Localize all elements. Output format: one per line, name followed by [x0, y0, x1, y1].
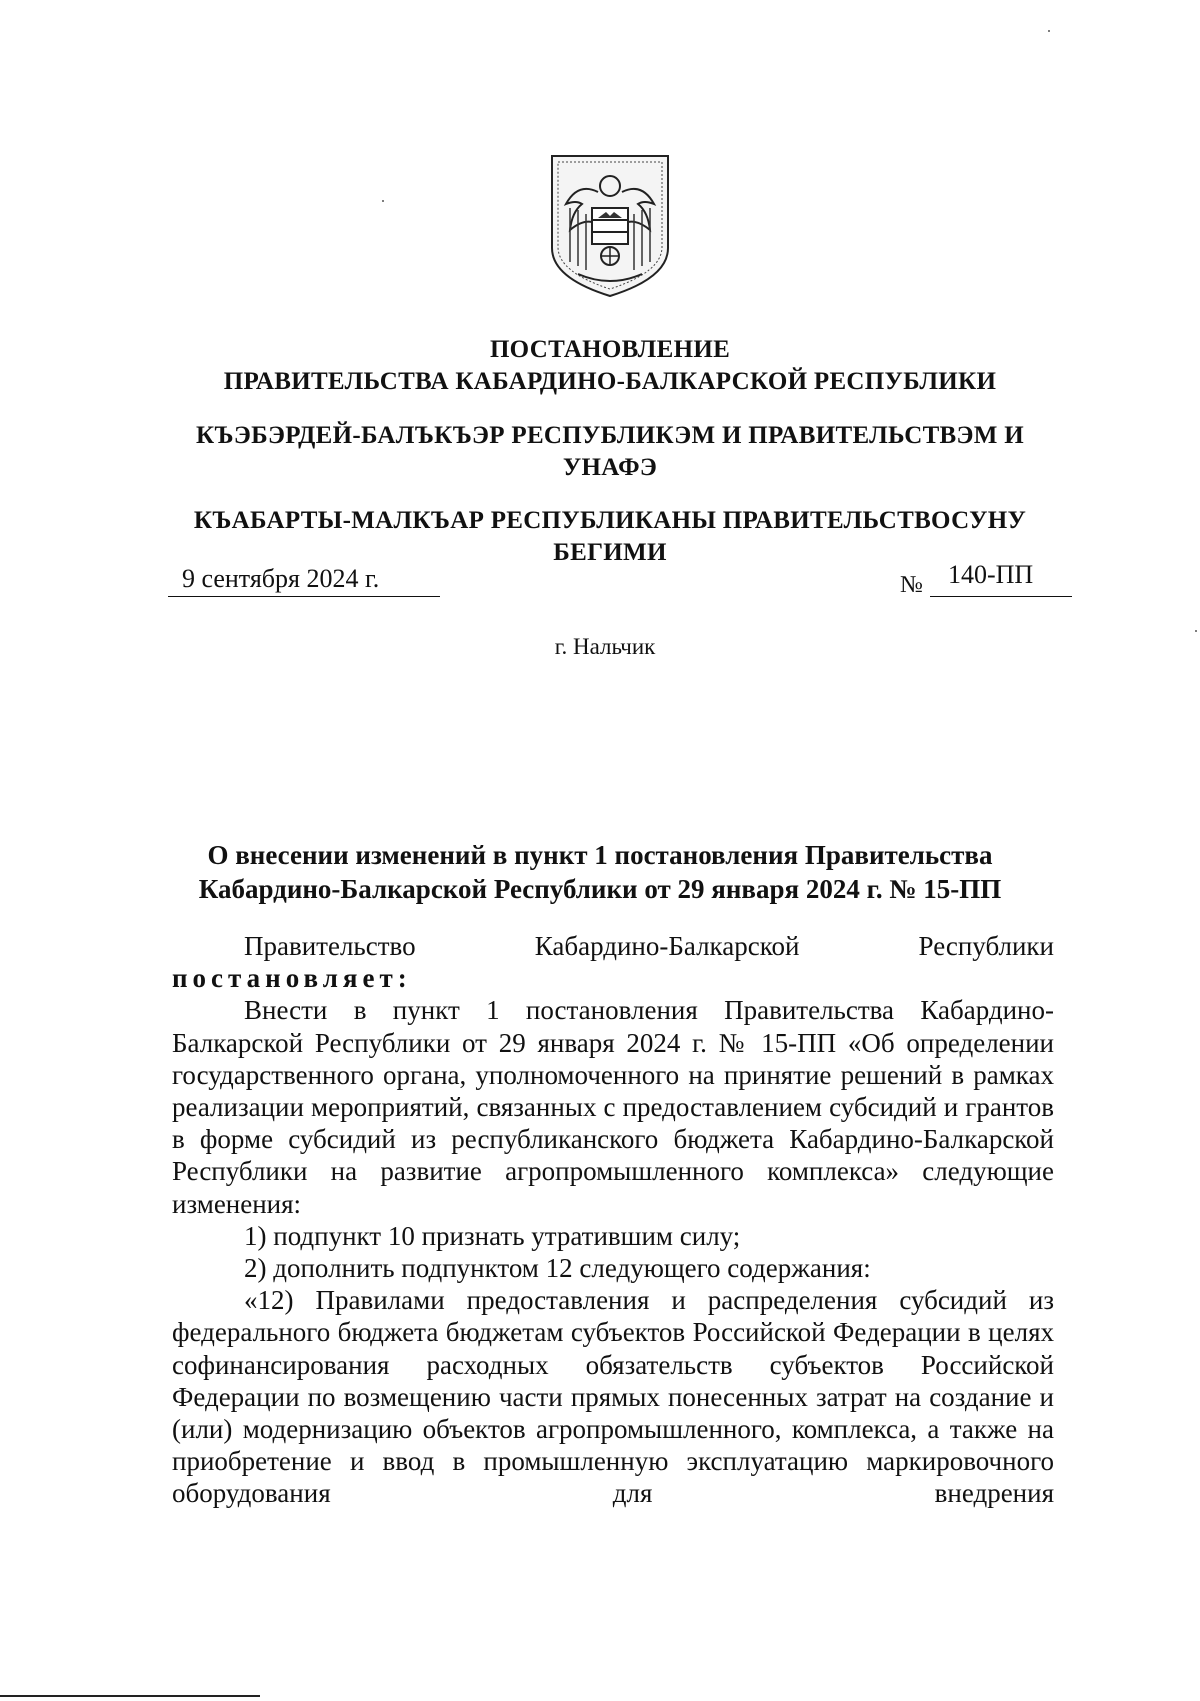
- header-line-government: ПРАВИТЕЛЬСТВА КАБАРДИНО-БАЛКАРСКОЙ РЕСПУБЛИКИ: [223, 368, 997, 395]
- decree-number: 140-ПП: [930, 560, 1072, 597]
- scan-speck: [1195, 630, 1197, 632]
- header-balkar-line2: БЕГИМИ: [553, 539, 667, 566]
- decree-header-balkar: [160, 505, 1060, 569]
- scan-bottom-edge: [0, 1695, 260, 1697]
- subparagraph-12: «12) Правилами предоставления и распределения субсидий из федерального бюджета бюджетам субъектов Российской Федерации в целях софинансирования расходных обязательств субъектов Российской Федерации по возмещению части прямых понесенных затрат на создание и (или) модернизацию объектов агропромышленного, комплекса, а также на приобретение и ввод в промышленную эксплуатацию маркировочного оборудования для внедрения: [172, 1285, 1054, 1509]
- list-item-2: 2) дополнить подпунктом 12 следующего содержания:: [244, 1253, 871, 1284]
- decree-date: 9 сентября 2024 г.: [168, 564, 440, 597]
- decree-body: [172, 930, 1054, 1510]
- scan-speck: [1048, 30, 1050, 32]
- header-kabardian-line1: КЪЭБЭРДЕЙ-БАЛЪКЪЭР РЕСПУБЛИКЭМ И ПРАВИТЕЛЬСТВЭМ И: [196, 422, 1024, 449]
- header-kabardian-line2: УНАФЭ: [562, 454, 658, 481]
- intro-line: Правительство Кабардино-Балкарской Республики: [244, 931, 1054, 961]
- decree-title: [160, 838, 1040, 906]
- header-line-postanovlenie: ПОСТАНОВЛЕНИЕ: [489, 336, 731, 363]
- number-sign: №: [900, 572, 923, 598]
- main-paragraph: Внести в пункт 1 постановления Правительства Кабардино-Балкарской Республики от 29 января 2024 г. № 15-ПП «Об определении государственного органа, уполномоченного на принятие решений в рамках реализации мероприятий, связанных с предоставлением субсидий и грантов в форме субсидий из республиканского бюджета Кабардино-Балкарской Республики на развитие агропромышленного комплекса» следующие изменения:: [172, 995, 1054, 1219]
- decree-header-kabardian: [160, 420, 1060, 484]
- scan-speck: [382, 200, 384, 202]
- coat-of-arms-emblem: [548, 152, 672, 300]
- postanovlyaet-line: постановляет:: [172, 963, 412, 994]
- header-balkar-line1: КЪАБАРТЫ-МАЛКЪАР РЕСПУБЛИКАНЫ ПРАВИТЕЛЬСТВОСУНУ: [193, 507, 1027, 534]
- decree-header-russian: [160, 334, 1060, 398]
- city-label: г. Нальчик: [554, 634, 656, 659]
- title-line1: О внесении изменений в пункт 1 постановления Правительства: [207, 840, 993, 870]
- list-item-1: 1) подпункт 10 признать утратившим силу;: [244, 1220, 741, 1251]
- title-line2: Кабардино-Балкарской Республики от 29 января 2024 г. № 15-ПП: [198, 874, 1002, 904]
